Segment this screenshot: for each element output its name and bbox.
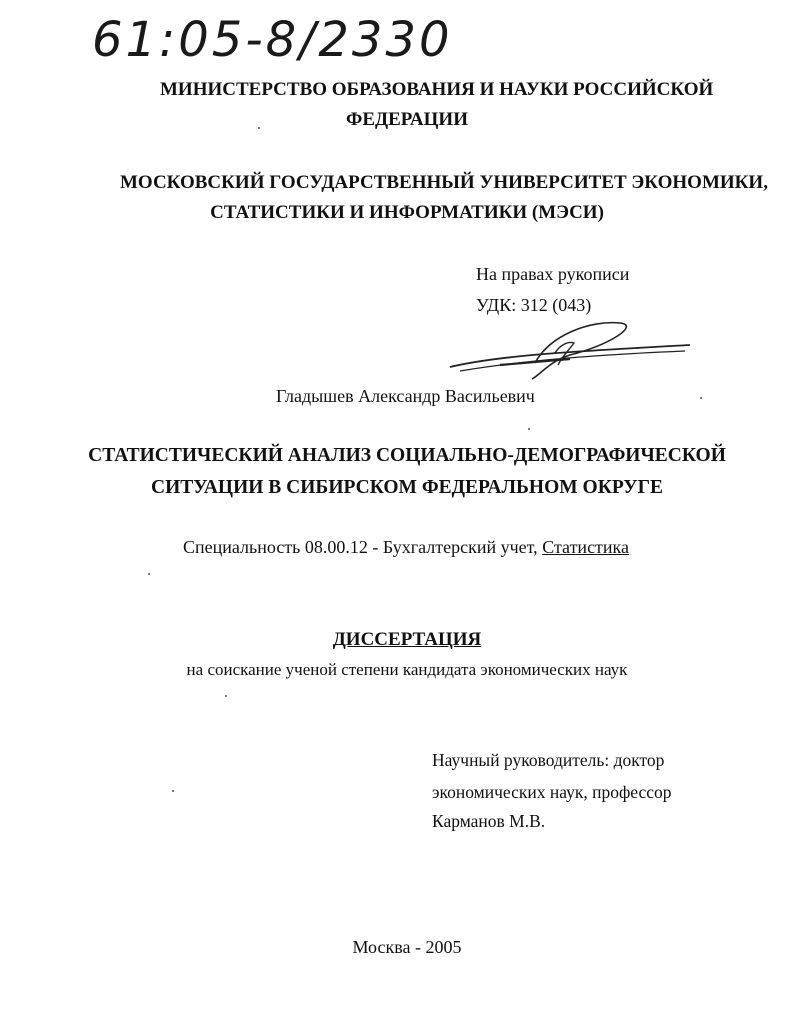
scan-speck — [172, 790, 174, 792]
city-year: Москва - 2005 — [352, 937, 462, 957]
scan-speck — [700, 397, 702, 399]
archive-code-handwritten — [92, 6, 482, 66]
university-line-2: СТАТИСТИКИ И ИНФОРМАТИКИ (МЭСИ) — [210, 202, 604, 223]
scan-speck — [225, 695, 227, 697]
specialty-underlined: Статистика — [542, 537, 630, 557]
udk-code: УДК: 312 (043) — [476, 295, 592, 315]
ministry-line-2: ФЕДЕРАЦИИ — [346, 109, 468, 130]
author-name: Гладышев Александр Васильевич — [276, 386, 535, 406]
specialty-line — [183, 538, 629, 556]
scan-speck — [258, 127, 260, 129]
degree-line: на соискание ученой степени кандидата экономических наук — [186, 660, 628, 679]
title-line-2: СИТУАЦИИ В СИБИРСКОМ ФЕДЕРАЛЬНОМ ОКРУГЕ — [151, 477, 663, 498]
archive-code-text: 61:05-8/2330 — [92, 12, 453, 66]
title-line-1: СТАТИСТИЧЕСКИЙ АНАЛИЗ СОЦИАЛЬНО-ДЕМОГРАФИЧЕСКОЙ — [88, 445, 726, 466]
scan-speck — [528, 428, 530, 430]
specialty-prefix: Специальность 08.00.12 - Бухгалтерский учет, — [183, 537, 543, 557]
supervisor-line-2: экономических наук, профессор — [432, 782, 672, 802]
signature-scribble — [440, 315, 700, 385]
dissertation-label: ДИССЕРТАЦИЯ — [332, 629, 482, 650]
university-line-1: МОСКОВСКИЙ ГОСУДАРСТВЕННЫЙ УНИВЕРСИТЕТ ЭКОНОМИКИ, — [120, 172, 768, 193]
scan-speck — [148, 573, 150, 575]
supervisor-line-3: Карманов М.В. — [432, 811, 546, 831]
supervisor-line-1: Научный руководитель: доктор — [432, 750, 665, 770]
ministry-line-1: МИНИСТЕРСТВО ОБРАЗОВАНИЯ И НАУКИ РОССИЙСКОЙ — [160, 79, 714, 100]
rights-note: На правах рукописи — [476, 264, 630, 284]
